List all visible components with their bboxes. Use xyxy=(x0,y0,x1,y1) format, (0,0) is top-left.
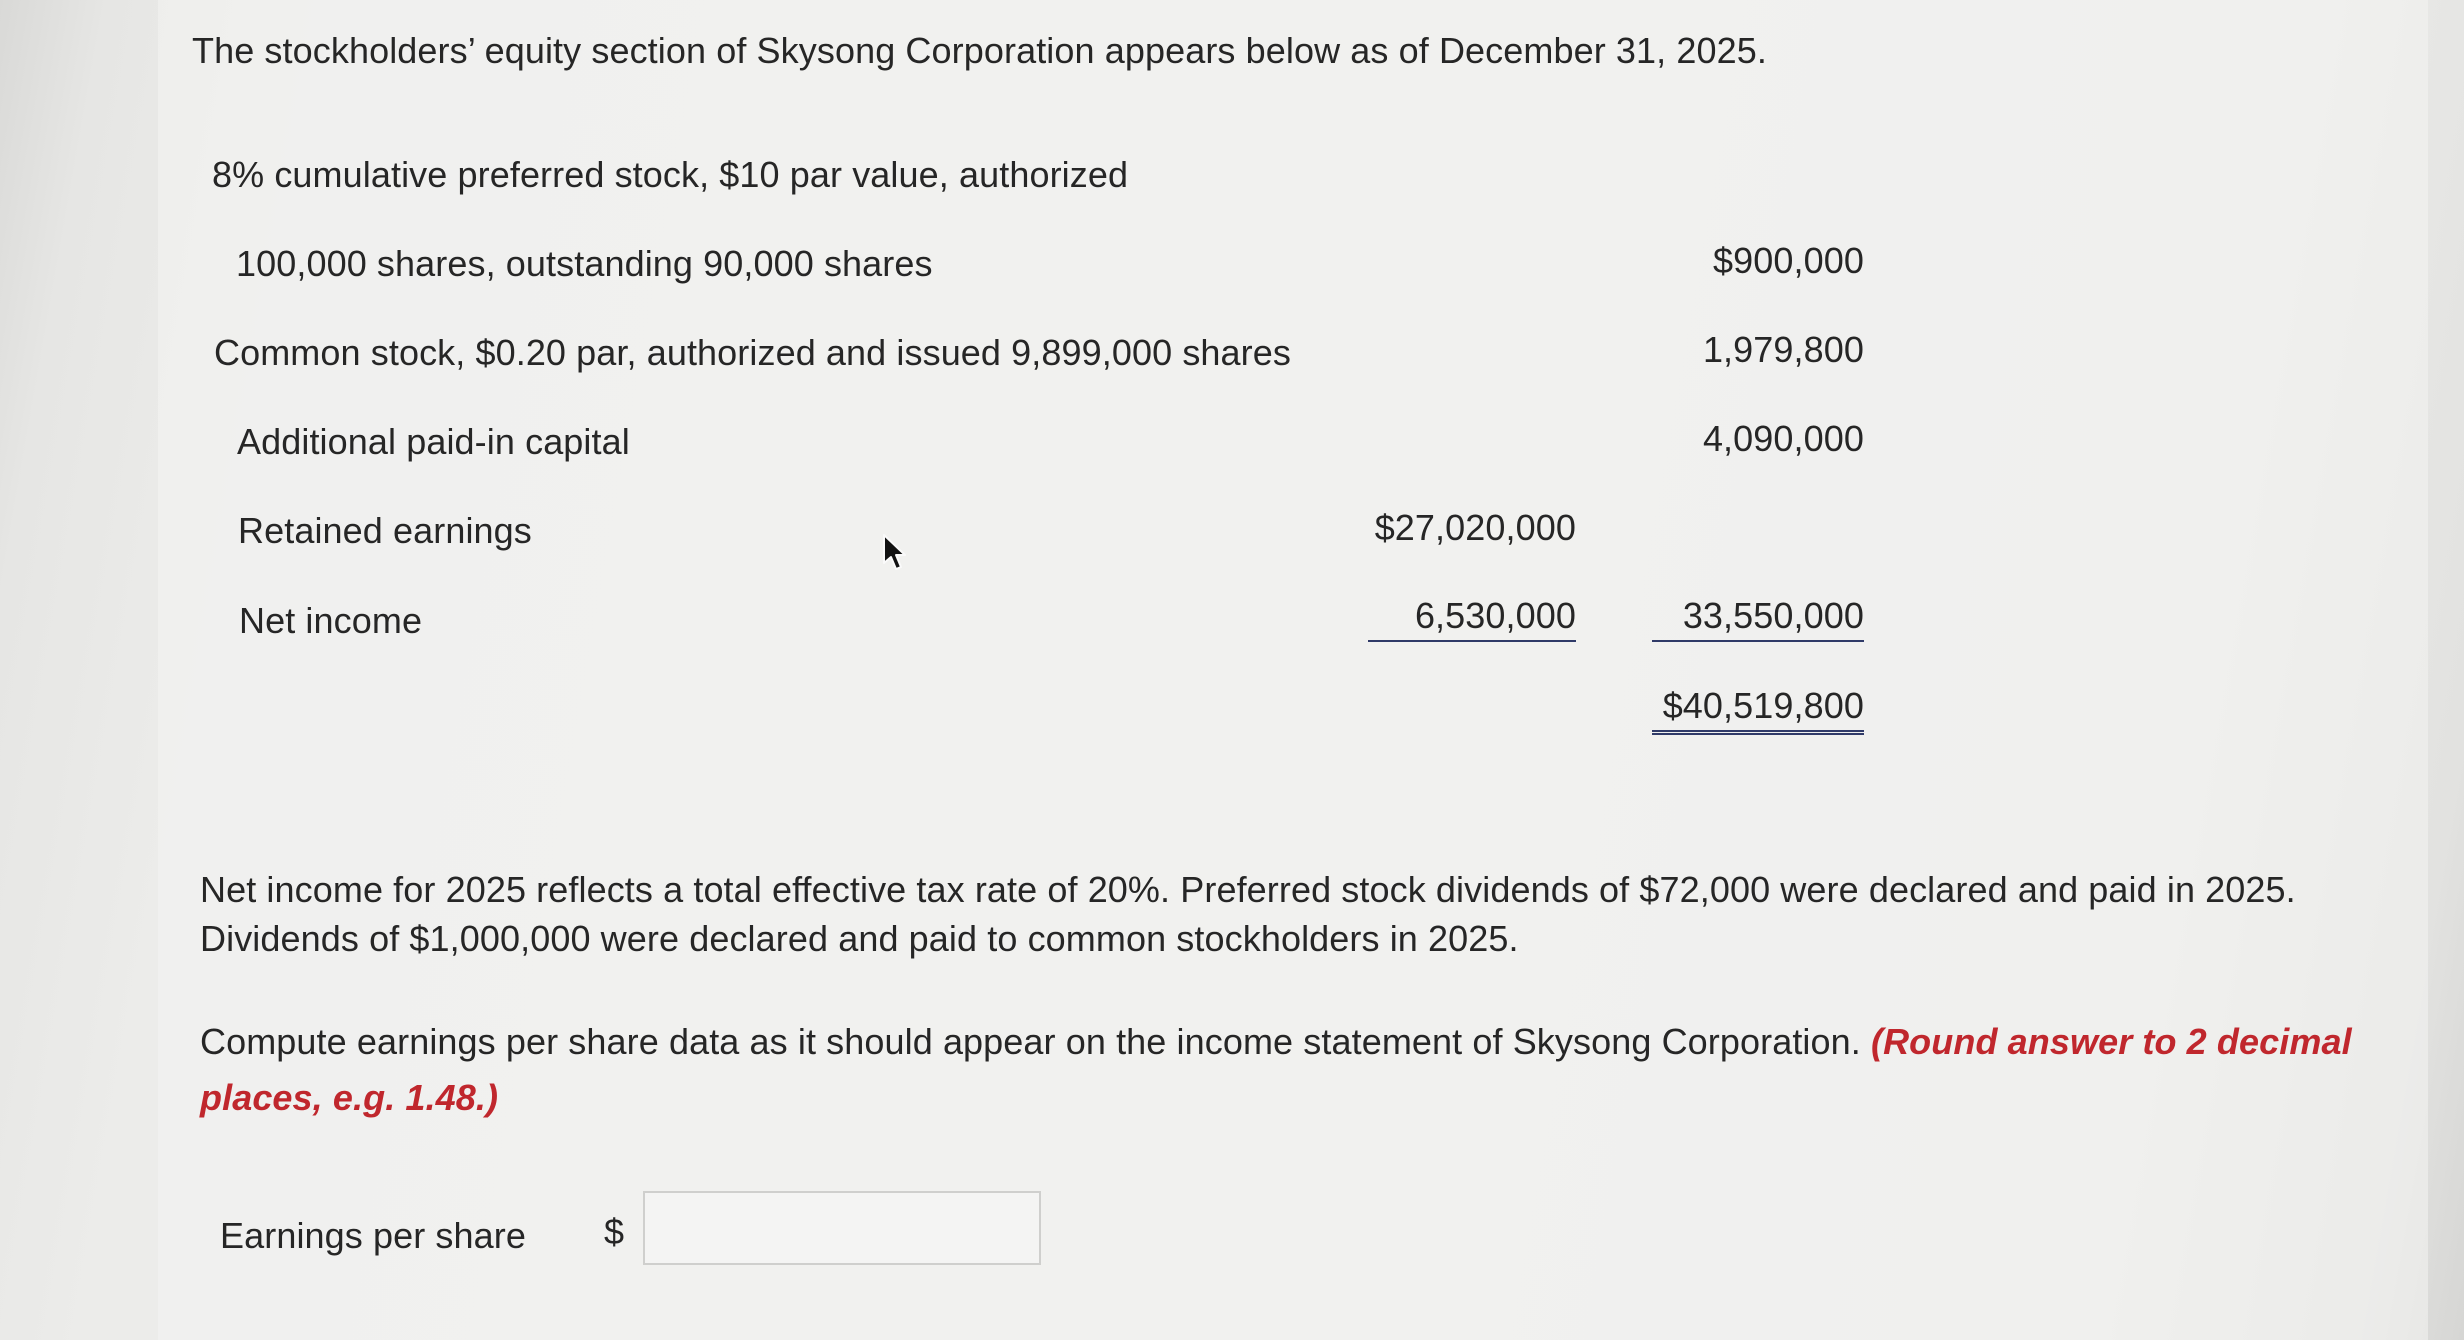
rounding-hint-continued: places, e.g. 1.48.) xyxy=(200,1077,499,1118)
question-text: Compute earnings per share data as it should appear on the income statement of Skysong Corporation. xyxy=(200,1021,1861,1062)
mouse-pointer-icon xyxy=(882,533,908,573)
dollar-sign: $ xyxy=(604,1211,625,1252)
facts-line-2: Dividends of $1,000,000 were declared and paid to common stockholders in 2025. xyxy=(200,918,1519,959)
net-income-amount: 6,530,000 xyxy=(1368,594,1576,642)
facts-line-1: Net income for 2025 reflects a total effective tax rate of 20%. Preferred stock dividends of $72,000 were declared and paid in 2025. xyxy=(200,869,2296,910)
total-stockholders-equity: $40,519,800 xyxy=(1652,684,1864,735)
retained-earnings-total: 33,550,000 xyxy=(1652,594,1864,642)
question-line-1 xyxy=(200,1020,2352,1064)
preferred-stock-amount: $900,000 xyxy=(1713,240,1864,281)
preferred-stock-label-line2: 100,000 shares, outstanding 90,000 shares xyxy=(236,243,933,284)
net-income-label: Net income xyxy=(239,600,423,641)
additional-paid-in-capital-label: Additional paid-in capital xyxy=(237,421,630,462)
intro-text: The stockholders’ equity section of Skysong Corporation appears below as of December 31, 2025. xyxy=(192,30,1767,71)
rounding-hint: (Round answer to 2 decimal xyxy=(1870,1021,2352,1062)
additional-paid-in-capital-amount: 4,090,000 xyxy=(1702,418,1864,459)
earnings-per-share-input[interactable] xyxy=(643,1191,1041,1265)
common-stock-label: Common stock, $0.20 par, authorized and issued 9,899,000 shares xyxy=(214,332,1291,373)
retained-earnings-amount: $27,020,000 xyxy=(1374,507,1576,548)
common-stock-amount: 1,979,800 xyxy=(1702,329,1864,370)
problem-panel xyxy=(158,0,2428,1340)
preferred-stock-label-line1: 8% cumulative preferred stock, $10 par value, authorized xyxy=(212,154,1129,195)
earnings-per-share-label: Earnings per share xyxy=(220,1215,526,1256)
retained-earnings-label: Retained earnings xyxy=(238,510,532,551)
